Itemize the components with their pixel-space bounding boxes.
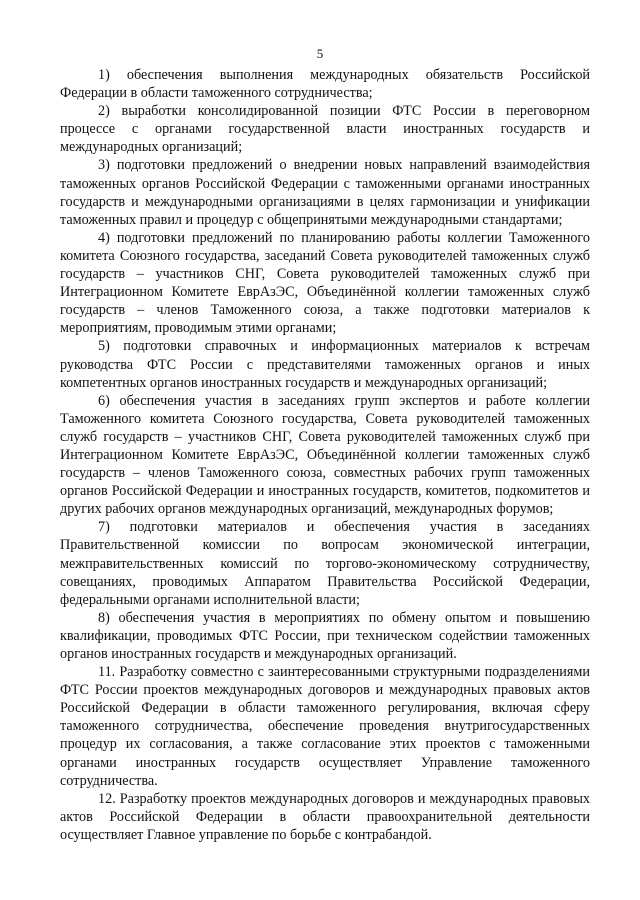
list-item-6: 6) обеспечения участия в заседаниях групп экспертов и работе коллегии Таможенного комитета Союзного государства, Совета руководителей таможенных служб государств – участников СНГ, Совета руководителей таможенных служб при Интеграционном Комитете ЕврАзЭС, Объединённой коллегии таможенных служб государств – членов Таможенного союза, совместных рабочих групп таможенных органов Российской Федерации и иностранных государств, комитетов, подкомитетов и других рабочих органов международных организаций, международных форумов; bbox=[60, 392, 590, 518]
list-item-3: 3) подготовки предложений о внедрении новых направлений взаимодействия таможенных органов Российской Федерации с таможенными органами иностранных государств и международными организациями в целях гармонизации и унификации таможенных правил и процедур с общепринятыми международными стандартами; bbox=[60, 157, 590, 228]
section-12-paragraph: 12. Разработку проектов международных договоров и международных правовых актов Российской Федерации в области правоохранительной деятельности осуществляет Главное управление по борьбе с контрабандой. bbox=[60, 790, 590, 843]
list-item-8: 8) обеспечения участия в мероприятиях по обмену опытом и повышению квалификации, проводимых ФТС России, при техническом содействии таможенных органов иностранных государств и международных организаций. bbox=[60, 609, 590, 662]
list-item-7: 7) подготовки материалов и обеспечения участия в заседаниях Правительственной комиссии по вопросам экономической интеграции, межправительственных комиссий по торгово-экономическому сотрудничеству, совещаниях, проводимых Аппаратом Правительства Российской Федерации, федеральными органами исполнительной власти; bbox=[60, 519, 590, 608]
list-item-1: 1) обеспечения выполнения международных обязательств Российской Федерации в области таможенного сотрудничества; bbox=[60, 67, 590, 102]
list-item-2: 2) выработки консолидированной позиции ФТС России в переговорном процессе с органами государственной власти иностранных государств и международных организаций; bbox=[60, 103, 590, 156]
document-body bbox=[60, 66, 590, 844]
page-number: 5 bbox=[316, 46, 324, 61]
list-item-4: 4) подготовки предложений по планированию работы коллегии Таможенного комитета Союзного государства, заседаний Совета руководителей таможенных служб государств – участников СНГ, Совета руководителей таможенных служб при Интеграционном Комитете ЕврАзЭС, Объединённой коллегии таможенных служб государств – членов Таможенного союза, а также подготовки материалов к мероприятиям, проводимым этими органами; bbox=[60, 229, 590, 337]
section-11-paragraph: 11. Разработку совместно с заинтересованными структурными подразделениями ФТС России проектов международных договоров и международных правовых актов Российской Федерации в области таможенного регулирования, включая сферу таможенного сотрудничества, обеспечение проведения внутригосударственных процедур их согласования, а также согласование этих проектов с таможенными органами иностранных государств осуществляет Управление таможенного сотрудничества. bbox=[60, 664, 590, 789]
list-item-5: 5) подготовки справочных и информационных материалов к встречам руководства ФТС России с представителями таможенных органов и иных компетентных органов иностранных государств и международных организаций; bbox=[60, 338, 590, 391]
